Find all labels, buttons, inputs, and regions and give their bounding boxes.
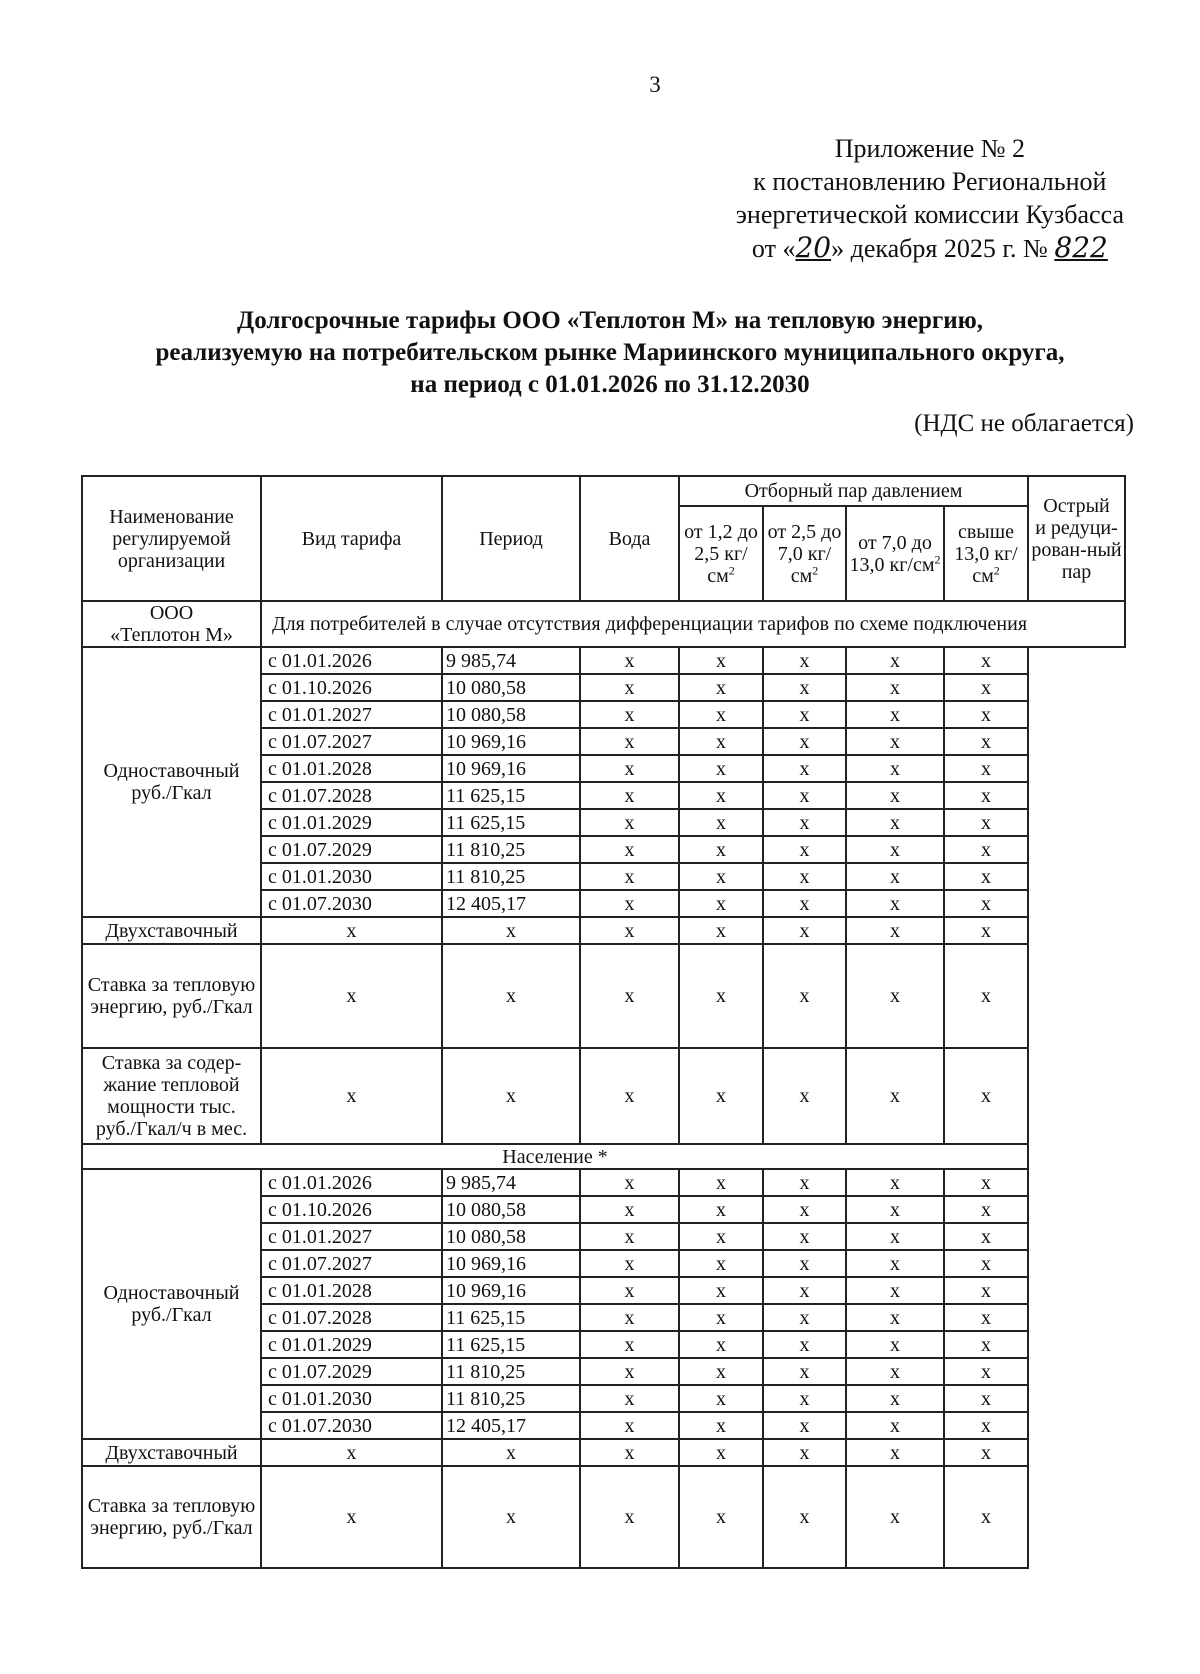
org-line: ООО (149, 602, 194, 624)
x-cell: х (944, 1358, 1028, 1385)
x-cell: х (763, 1223, 846, 1250)
pressure-label: от 2,5 до 7,0 кг/см (767, 520, 842, 587)
water-value-cell: 11 810,25 (442, 836, 580, 863)
x-cell: х (679, 809, 763, 836)
water-value-cell: 10 080,58 (442, 1223, 580, 1250)
header-pressure-3 (846, 506, 944, 601)
x-cell: х (944, 701, 1028, 728)
x-cell: х (679, 1223, 763, 1250)
x-cell: х (944, 1250, 1028, 1277)
x-cell: х (763, 863, 846, 890)
x-cell: х (679, 863, 763, 890)
x-cell: х (580, 728, 679, 755)
x-cell: х (944, 1169, 1028, 1196)
x-cell: х (944, 1439, 1028, 1466)
x-cell: х (763, 782, 846, 809)
water-value-cell: 10 080,58 (442, 1196, 580, 1223)
x-cell: х (580, 647, 679, 674)
handwritten-number: 822 (1054, 231, 1108, 264)
tariff-type-cell: Двухставочный (82, 917, 261, 944)
x-cell: х (846, 1250, 944, 1277)
water-value-cell: 11 810,25 (442, 1385, 580, 1412)
period-cell: с 01.01.2027 (261, 1223, 442, 1250)
x-cell: х (442, 1048, 580, 1144)
x-cell: х (763, 647, 846, 674)
header-tariff-type: Вид тарифа (261, 476, 442, 601)
pressure-label: свыше 13,0 кг/см (954, 520, 1018, 587)
period-cell: с 01.07.2027 (261, 728, 442, 755)
x-cell: х (763, 1169, 846, 1196)
appendix-title: Приложение № 2 (834, 134, 1026, 163)
x-cell: х (846, 1331, 944, 1358)
table-row (82, 917, 1125, 944)
x-cell: х (846, 944, 944, 1048)
x-cell: х (763, 1048, 846, 1144)
x-cell: х (846, 1196, 944, 1223)
x-cell: х (580, 1277, 679, 1304)
x-cell: х (846, 1277, 944, 1304)
x-cell: х (846, 1169, 944, 1196)
x-cell: х (944, 863, 1028, 890)
water-value-cell: 12 405,17 (442, 890, 580, 917)
water-value-cell: 9 985,74 (442, 647, 580, 674)
pressure-label: от 1,2 до 2,5 кг/см (684, 520, 758, 587)
x-cell: х (679, 1196, 763, 1223)
appendix-block (736, 132, 1124, 265)
water-value-cell: 11 625,15 (442, 1331, 580, 1358)
sharp-line2: и редуци-рован-ный пар (1031, 516, 1122, 583)
x-cell: х (580, 1250, 679, 1277)
water-value-cell: 12 405,17 (442, 1412, 580, 1439)
x-cell: х (763, 1196, 846, 1223)
x-cell: х (580, 1048, 679, 1144)
water-value-cell: 11 625,15 (442, 1304, 580, 1331)
period-cell: с 01.01.2028 (261, 1277, 442, 1304)
x-cell: х (580, 890, 679, 917)
x-cell: х (679, 1250, 763, 1277)
title-line: на период с 01.01.2026 по 31.12.2030 (410, 371, 810, 398)
x-cell: х (944, 647, 1028, 674)
x-cell: х (944, 944, 1028, 1048)
x-cell: х (846, 728, 944, 755)
period-cell: с 01.07.2029 (261, 1358, 442, 1385)
x-cell: х (580, 1223, 679, 1250)
period-cell: с 01.10.2026 (261, 1196, 442, 1223)
header-row (82, 476, 1125, 506)
org-cell (82, 601, 261, 647)
x-cell: х (846, 863, 944, 890)
period-cell: с 01.07.2030 (261, 1412, 442, 1439)
x-cell: х (763, 1277, 846, 1304)
x-cell: х (580, 944, 679, 1048)
x-cell: х (679, 755, 763, 782)
water-value-cell: 10 080,58 (442, 674, 580, 701)
x-cell: х (580, 755, 679, 782)
x-cell: х (763, 1439, 846, 1466)
period-cell: с 01.01.2026 (261, 1169, 442, 1196)
tariffs-table (81, 475, 1126, 1569)
x-cell: х (763, 809, 846, 836)
period-cell: с 01.01.2029 (261, 1331, 442, 1358)
x-cell: х (944, 1331, 1028, 1358)
x-cell: х (580, 701, 679, 728)
x-cell: х (846, 809, 944, 836)
x-cell: х (846, 1048, 944, 1144)
table-row (82, 1466, 1125, 1568)
x-cell: х (442, 917, 580, 944)
x-cell: х (261, 1466, 442, 1568)
x-cell: х (763, 917, 846, 944)
x-cell: х (944, 809, 1028, 836)
x-cell: х (944, 782, 1028, 809)
section-row (82, 1144, 1125, 1169)
x-cell: х (580, 1439, 679, 1466)
section-row (82, 601, 1125, 647)
x-cell: х (846, 917, 944, 944)
appendix-line: к постановлению Региональной (753, 167, 1107, 196)
tariff-type-cell: Ставка за тепловую энергию, руб./Гкал (82, 944, 261, 1048)
header-steam-group: Отборный пар давлением (679, 476, 1028, 506)
x-cell: х (580, 1304, 679, 1331)
header-pressure-4 (944, 506, 1028, 601)
table-row (82, 1439, 1125, 1466)
header-pressure-2 (763, 506, 846, 601)
x-cell: х (846, 1385, 944, 1412)
title-line: реализуемую на потребительском рынке Мариинского муниципального округа, (155, 339, 1065, 366)
section-title: Население * (82, 1144, 1028, 1169)
x-cell: х (763, 1331, 846, 1358)
x-cell: х (846, 836, 944, 863)
x-cell: х (846, 1412, 944, 1439)
x-cell: х (679, 1466, 763, 1568)
x-cell: х (763, 1304, 846, 1331)
x-cell: х (944, 836, 1028, 863)
x-cell: х (442, 1466, 580, 1568)
period-cell: с 01.01.2030 (261, 863, 442, 890)
x-cell: х (679, 1385, 763, 1412)
x-cell: х (944, 1466, 1028, 1568)
period-cell: с 01.01.2028 (261, 755, 442, 782)
document-title (60, 305, 1160, 401)
superscript: 2 (812, 562, 819, 577)
x-cell: х (679, 836, 763, 863)
x-cell: х (679, 944, 763, 1048)
section2-body (82, 1169, 1125, 1466)
handwritten-day: 20 (795, 231, 832, 264)
header-sharp-steam (1028, 476, 1125, 601)
x-cell: х (763, 890, 846, 917)
tariff-type-cell: Ставка за тепловую энергию, руб./Гкал (82, 1466, 261, 1568)
pressure-label: от 7,0 до 13,0 кг/см (849, 531, 935, 576)
appendix-date-line (736, 231, 1124, 265)
page-number: 3 (649, 72, 661, 97)
x-cell: х (261, 1048, 442, 1144)
tariff-type-cell: Ставка за содер-жание тепловой мощности тыс. руб./Гкал/ч в мес. (82, 1048, 261, 1144)
x-cell: х (763, 701, 846, 728)
header-pressure-1 (679, 506, 763, 601)
title-line: Долгосрочные тарифы ООО «Теплотон М» на тепловую энергию, (237, 307, 983, 334)
superscript: 2 (993, 562, 1000, 577)
x-cell: х (679, 701, 763, 728)
table-row (82, 647, 1125, 674)
x-cell: х (846, 1466, 944, 1568)
x-cell: х (846, 1439, 944, 1466)
x-cell: х (679, 1277, 763, 1304)
period-cell: с 01.07.2029 (261, 836, 442, 863)
x-cell: х (944, 674, 1028, 701)
water-value-cell: 9 985,74 (442, 1169, 580, 1196)
x-cell: х (763, 1385, 846, 1412)
water-value-cell: 10 969,16 (442, 728, 580, 755)
x-cell: х (944, 1048, 1028, 1144)
period-cell: с 01.01.2030 (261, 1385, 442, 1412)
appendix-line: энергетической комиссии Кузбасса (735, 200, 1124, 229)
x-cell: х (846, 890, 944, 917)
x-cell: х (679, 728, 763, 755)
water-value-cell: 11 625,15 (442, 782, 580, 809)
x-cell: х (944, 1385, 1028, 1412)
x-cell: х (763, 1250, 846, 1277)
tariff-type-cell: Двухставочный (82, 1439, 261, 1466)
x-cell: х (846, 1358, 944, 1385)
x-cell: х (679, 782, 763, 809)
x-cell: х (944, 1277, 1028, 1304)
x-cell: х (679, 917, 763, 944)
x-cell: х (580, 674, 679, 701)
x-cell: х (944, 1223, 1028, 1250)
section-title: Для потребителей в случае отсутствия дифференциации тарифов по схеме подключения (261, 601, 1125, 647)
superscript: 2 (728, 562, 735, 577)
x-cell: х (580, 1412, 679, 1439)
x-cell: х (261, 917, 442, 944)
period-cell: с 01.10.2026 (261, 674, 442, 701)
x-cell: х (679, 1358, 763, 1385)
x-cell: х (846, 1223, 944, 1250)
header-org: Наименование регулируемой организации (82, 476, 261, 601)
x-cell: х (944, 1196, 1028, 1223)
x-cell: х (580, 1196, 679, 1223)
x-cell: х (580, 782, 679, 809)
water-value-cell: 11 625,15 (442, 809, 580, 836)
x-cell: х (442, 944, 580, 1048)
x-cell: х (679, 1439, 763, 1466)
x-cell: х (580, 1331, 679, 1358)
x-cell: х (679, 1331, 763, 1358)
x-cell: х (846, 701, 944, 728)
x-cell: х (763, 1358, 846, 1385)
tariff-type-cell: Одноставочный руб./Гкал (82, 1169, 261, 1439)
period-cell: с 01.07.2028 (261, 1304, 442, 1331)
x-cell: х (261, 944, 442, 1048)
x-cell: х (580, 836, 679, 863)
x-cell: х (580, 1169, 679, 1196)
x-cell: х (679, 1412, 763, 1439)
x-cell: х (580, 1385, 679, 1412)
x-cell: х (763, 728, 846, 755)
x-cell: х (846, 674, 944, 701)
water-value-cell: 10 969,16 (442, 1250, 580, 1277)
x-cell: х (580, 1358, 679, 1385)
x-cell: х (679, 1304, 763, 1331)
section1-body (82, 647, 1125, 944)
x-cell: х (580, 809, 679, 836)
period-cell: с 01.01.2029 (261, 809, 442, 836)
superscript: 2 (934, 551, 941, 566)
x-cell: х (763, 836, 846, 863)
x-cell: х (261, 1439, 442, 1466)
water-value-cell: 11 810,25 (442, 863, 580, 890)
x-cell: х (442, 1439, 580, 1466)
x-cell: х (763, 944, 846, 1048)
period-cell: с 01.07.2027 (261, 1250, 442, 1277)
x-cell: х (763, 755, 846, 782)
period-cell: с 01.07.2028 (261, 782, 442, 809)
x-cell: х (944, 755, 1028, 782)
org-line: «Теплотон М» (110, 624, 233, 646)
sharp-line1: Острый (1043, 494, 1110, 517)
water-value-cell: 10 969,16 (442, 1277, 580, 1304)
x-cell: х (679, 1048, 763, 1144)
x-cell: х (846, 782, 944, 809)
x-cell: х (846, 755, 944, 782)
x-cell: х (944, 1304, 1028, 1331)
x-cell: х (944, 728, 1028, 755)
water-value-cell: 10 080,58 (442, 701, 580, 728)
date-suffix: » декабря 2025 г. № (831, 234, 1055, 263)
x-cell: х (763, 1412, 846, 1439)
x-cell: х (580, 863, 679, 890)
x-cell: х (944, 917, 1028, 944)
period-cell: с 01.07.2030 (261, 890, 442, 917)
x-cell: х (679, 890, 763, 917)
x-cell: х (846, 647, 944, 674)
water-value-cell: 10 969,16 (442, 755, 580, 782)
x-cell: х (763, 1466, 846, 1568)
x-cell: х (944, 890, 1028, 917)
x-cell: х (679, 647, 763, 674)
period-cell: с 01.01.2026 (261, 647, 442, 674)
header-water: Вода (580, 476, 679, 601)
x-cell: х (580, 1466, 679, 1568)
tariff-type-cell: Одноставочный руб./Гкал (82, 647, 261, 917)
table-row (82, 1048, 1125, 1144)
water-value-cell: 11 810,25 (442, 1358, 580, 1385)
x-cell: х (944, 1412, 1028, 1439)
x-cell: х (679, 1169, 763, 1196)
table-row (82, 1169, 1125, 1196)
vat-note: (НДС не облагается) (914, 410, 1134, 437)
date-prefix: от « (751, 234, 796, 263)
x-cell: х (763, 674, 846, 701)
period-cell: с 01.01.2027 (261, 701, 442, 728)
header-period: Период (442, 476, 580, 601)
x-cell: х (679, 674, 763, 701)
table-row (82, 944, 1125, 1048)
x-cell: х (846, 1304, 944, 1331)
x-cell: х (580, 917, 679, 944)
